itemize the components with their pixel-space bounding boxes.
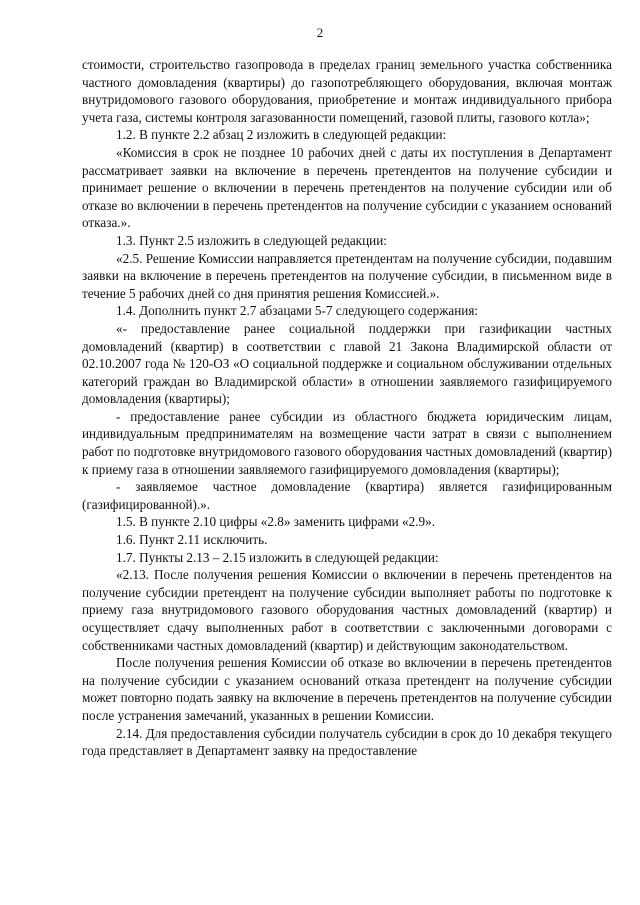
paragraph-item-1-5: 1.5. В пункте 2.10 цифры «2.8» заменить цифрами «2.9». [116, 514, 436, 530]
paragraph-item-1-7: 1.7. Пункты 2.13 – 2.15 изложить в следующей редакции: [116, 549, 439, 565]
document-body [82, 56, 612, 760]
paragraph-item-1-2: 1.2. В пункте 2.2 абзац 2 изложить в следующей редакции: [116, 127, 447, 143]
paragraph-item-1-4: 1.4. Дополнить пункт 2.7 абзацами 5-7 следующего содержания: [116, 303, 479, 319]
paragraph-item-1-3: 1.3. Пункт 2.5 изложить в следующей редакции: [116, 232, 387, 248]
paragraph-item-1-6: 1.6. Пункт 2.11 исключить. [116, 532, 268, 548]
page-number: 2 [316, 25, 324, 40]
paragraph-quote-2-13: «2.13. После получения решения Комиссии о включении в перечень претендентов на получение субсидии претендент на получение субсидии выполняет работы по подготовке к приему газа внутридомового газового оборудования частных домовладений (квартир) и осуществляет сдачу выполненных работ в соответствии с заключенными договорами с собственниками частных домовладений (квартир) и действующим законодательством. [82, 567, 612, 653]
paragraph-quote-2-5: «2.5. Решение Комиссии направляется претендентам на получение субсидии, подавшим заявки на включение в перечень претендентов на получение субсидии, в письменном виде в течение 5 рабочих дней со дня принятия решения Комиссией.». [82, 250, 612, 301]
paragraph-continuation: стоимости, строительство газопровода в пределах границ земельного участка собственника частного домовладения (квартиры) до газопотребляющего оборудования, включая монтаж внутридомового газового оборудования, приобретение и монтаж индивидуального прибора учета газа, системы контроля загазованности помещений, газовой плиты, газового котла»; [82, 57, 612, 125]
paragraph-bullet-3: - заявляемое частное домовладение (квартира) является газифицированным (газифицированной).». [82, 479, 612, 512]
paragraph-bullet-2: - предоставление ранее субсидии из областного бюджета юридическим лицам, индивидуальным предпринимателям на возмещение части затрат в связи с выполнением работ по подготовке внутридомового газового оборудования частных домовладений (квартир) к приему газа в отношении заявляемого газифицируемого домовладения (квартиры); [82, 408, 612, 477]
paragraph-quote-2-2: «Комиссия в срок не позднее 10 рабочих дней с даты их поступления в Департамент рассматривает заявки на включение в перечень претендентов на получение субсидии и принимает решение о включении в перечень претендентов на получение субсидии или об отказе во включении в перечень претендентов на получение субсидии с указанием оснований отказа.». [82, 144, 612, 231]
paragraph-quote-bullet-1: «- предоставление ранее социальной поддержки при газификации частных домовладений (квартир) в соответствии с главой 21 Закона Владимирской области от 02.10.2007 года № 120-ОЗ «О социальной поддержке и социальном обслуживании отдельных категорий граждан во Владимирской области» в отношении заявляемого газифицируемого домовладения (квартиры); [82, 320, 612, 407]
paragraph-item-2-14: 2.14. Для предоставления субсидии получатель субсидии в срок до 10 декабря текущего года представляет в Департамент заявку на предоставление [82, 725, 612, 759]
paragraph-refusal: После получения решения Комиссии об отказе во включении в перечень претендентов на получение субсидии с указанием оснований отказа претендент на получение субсидии может повторно подать заявку на включение в перечень претендентов на получение субсидии после устранения замечаний, указанных в решении Комиссии. [82, 655, 612, 723]
